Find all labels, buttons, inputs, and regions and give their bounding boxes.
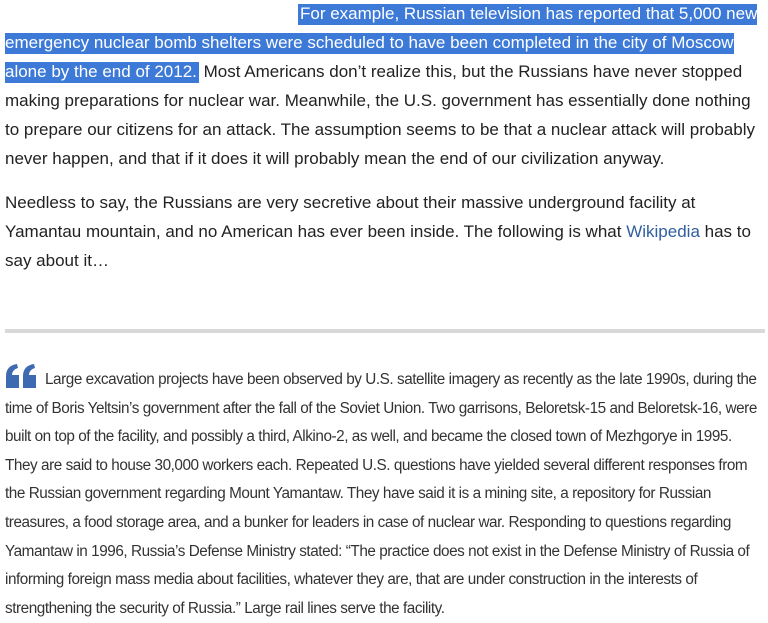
article-body (5, 0, 763, 275)
paragraph-2 (5, 188, 763, 275)
wikipedia-link[interactable]: Wikipedia (626, 222, 700, 241)
blockquote (5, 364, 765, 623)
quote-icon (5, 364, 39, 388)
paragraph-2-text: Needless to say, the Russians are very secretive about their massive underground facility at Yamantau mountain, and no American has ever been inside. The following is what (5, 193, 696, 241)
blockquote-text: Large excavation projects have been observed by U.S. satellite imagery as recently as the late 1990s, during the time of Boris Yeltsin’s government after the fall of the Soviet Union. Two garrisons, Beloretsk-15 and Beloretsk-16, were built on top of the facility, and possibly a third, Alkino-2, as well, and became the closed town of Mezhgorye in 1995. They are said to house 30,000 workers each. Repeated U.S. questions have yielded several different responses from the Russian government regarding Mount Yamantaw. They have said it is a mining site, a repository for Russian treasures, a food storage area, and a bunker for leaders in case of nuclear war. Responding to questions regarding Yamantaw in 1996, Russia’s Defense Ministry stated: “The practice does not exist in the Defense Ministry of Russia of informing foreign mass media about facilities, whatever they are, that are under construction in the interests of strengthening the security of Russia.” Large rail lines serve the facility. (5, 371, 757, 617)
paragraph-1-text: Most Americans don’t realize this, but the Russians have never stopped making preparations for nuclear war. Meanwhile, the U.S. government has essentially done nothing to prepare our citizens for an attack. The assumption seems to be that a nuclear attack will probably never happen, and that if it does it will probably mean the end of our civilization anyway. (5, 62, 755, 168)
selected-text-highlight[interactable]: For example, Russian television has reported that 5,000 new emergency nuclear bomb shelters were scheduled to have been completed in the city of Moscow alone by the end of 2012. (5, 4, 758, 81)
paragraph-1 (5, 0, 763, 173)
paragraph-2-tail: has to say about it… (5, 222, 751, 270)
section-divider (5, 329, 765, 333)
